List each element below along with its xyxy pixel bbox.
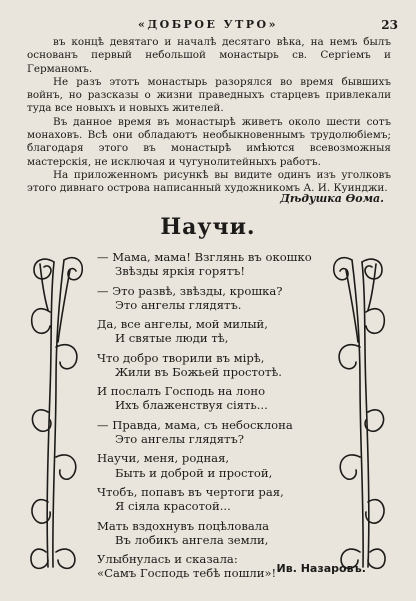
poem-stanza xyxy=(97,451,327,479)
page-number: 23 xyxy=(381,18,398,32)
left-vine-ornament xyxy=(26,252,86,572)
poem-line: — Это развѣ, звѣзды, крошка? xyxy=(97,283,283,298)
article-signature: Дѣдушка Ѳома. xyxy=(280,192,384,205)
poem-line: Чтобъ, попавъ въ чертоги рая, xyxy=(97,485,284,500)
poem-line: Да, все ангелы, мой милый, xyxy=(97,317,268,332)
running-title: «ДОБРОЕ УТРО» xyxy=(137,18,279,31)
paragraph: Не разъ этотъ монастырь разорялся во время бывшихъ войнъ, но разсказы о жизни праведныхъ старцевъ привлекали туда все новыхъ и новыхъ жителей. xyxy=(27,75,391,115)
paragraph: На приложенномъ рисункѣ вы видите одинъ изъ уголковъ этого дивнаго острова написанный художникомъ А. И. Куинджи. xyxy=(27,168,391,195)
poem-line: Научи, меня, родная, xyxy=(97,451,230,466)
poem-line: — Правда, мама, съ небосклона xyxy=(97,417,293,432)
poem-line: — Мама, мама! Взглянь въ окошко xyxy=(97,250,312,264)
poem-author: Ив. Назаровъ. xyxy=(276,562,366,575)
poem-body xyxy=(97,250,327,580)
right-vine-ornament xyxy=(330,252,390,572)
poem-line: Это ангелы глядятъ? xyxy=(115,431,245,446)
poem-line: Жили въ Божьей простотѣ. xyxy=(115,364,282,379)
poem-stanza xyxy=(97,317,327,345)
poem-stanza xyxy=(97,519,327,547)
vine-ornament-icon xyxy=(26,252,86,572)
vine-ornament-icon xyxy=(330,252,390,572)
paragraph: въ концѣ девятаго и началѣ десятаго вѣка, на немъ былъ основанъ первый небольшой монастырь св. Сергіемъ и Германомъ. xyxy=(27,36,391,75)
poem-stanza xyxy=(97,418,327,446)
poem-line: Улыбнулась и сказала: xyxy=(97,552,238,567)
poem-line: И святые люди тѣ, xyxy=(115,331,229,346)
poem-stanza xyxy=(97,250,327,278)
page-header xyxy=(0,18,416,34)
poem-line: Звѣзды яркія горятъ! xyxy=(115,264,246,279)
poem-line: Въ лобикъ ангела земли, xyxy=(115,532,269,547)
poem-stanza xyxy=(97,284,327,312)
poem-line: Мать вздохнувъ поцѣловала xyxy=(97,518,270,533)
poem-title: Научи. xyxy=(160,214,256,240)
poem-line: Что добро творили въ мірѣ, xyxy=(97,350,265,365)
article-text xyxy=(27,36,391,196)
poem-line: «Самъ Господь тебѣ пошли»! xyxy=(97,566,277,581)
poem-line: Я сіяла красотой... xyxy=(115,499,231,514)
poem-stanza xyxy=(97,351,327,379)
paragraph: Въ данное время въ монастырѣ живетъ около шести сотъ монаховъ. Всѣ они обладаютъ необыкновеннымъ трудолюбіемъ; благодаря этого въ монастырѣ имѣются всевозможныя мастерскія, не исключая и чугунолитейныхъ работъ. xyxy=(27,115,391,168)
poem-line: И послалъ Господь на лоно xyxy=(97,384,266,399)
poem-line: Быть и доброй и простой, xyxy=(115,465,273,480)
poem-stanza xyxy=(97,384,327,412)
poem-line: Ихъ блаженствуя сіять... xyxy=(115,398,268,413)
poem-stanza xyxy=(97,485,327,513)
poem-line: Это ангелы глядятъ. xyxy=(115,297,242,312)
